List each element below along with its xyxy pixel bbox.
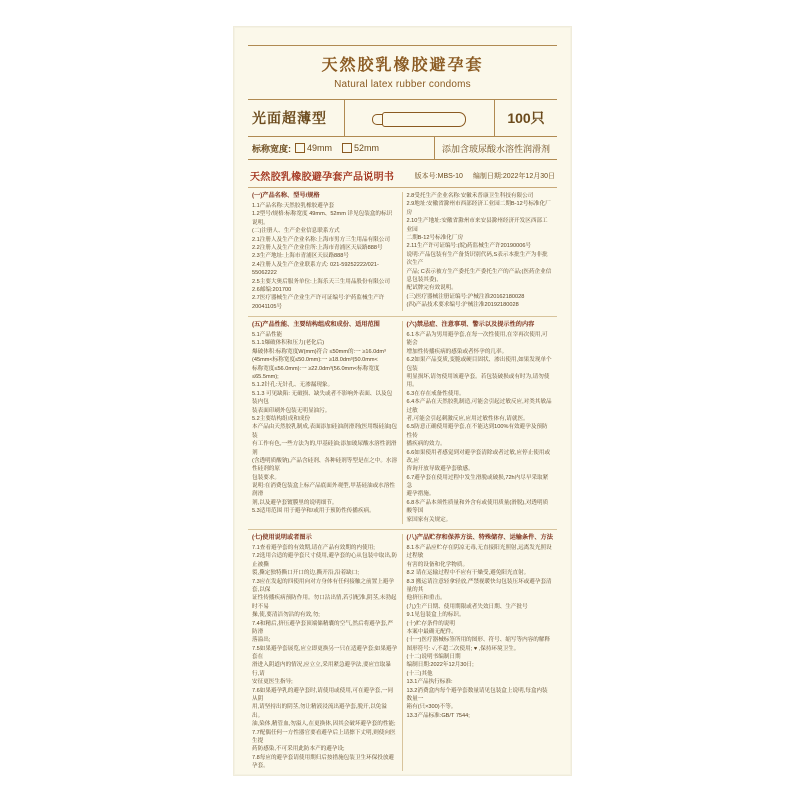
text-line: 产品; C表示被方生产委托生产委托生产的产品;(医药企业信息包装其委),	[406, 268, 552, 283]
condom-glyph	[372, 111, 468, 126]
text-line: 1.2型号/规格:标称宽度 49mm、52mm 详见包装盒的标识说明。	[252, 211, 393, 226]
text-line: 2.3生产地址:上海市青浦区天辰路888号	[252, 253, 349, 260]
section-heading: (一)产品名称、型号/规格	[252, 192, 320, 199]
section-lines	[252, 331, 398, 516]
text-line: 5.2主要结构组成和成份	[252, 415, 311, 422]
text-line: 2.11生产许可证编号:(皖)药监械生产许20190006号	[406, 243, 532, 250]
product-type-name: 光面超薄型	[252, 110, 327, 126]
text-line: 箱有(只×300)不等。	[406, 704, 457, 711]
section-row-1	[248, 188, 557, 317]
product-title-cn: 天然胶乳橡胶避孕套	[321, 57, 484, 74]
text-line: (十)贮存条件的说明	[406, 620, 455, 627]
section-heading: (七)使用说明或者图示	[252, 534, 312, 542]
text-line: 5.3适用范围 用于避孕和/或用于预防性传播疾病。	[252, 508, 375, 515]
text-line: 6.5防意正确使用避孕套,在不能达到100%有效避孕及预防性传	[406, 424, 548, 439]
text-line: 编制日期:2022年12月30日;	[406, 662, 474, 669]
instruction-version: 版本号:MBS-10	[414, 172, 463, 180]
section-heading: (五)产品性能、主要结构组成和成份、适用范围	[252, 321, 380, 329]
text-line: 证性传播疾病预防作用。勿口沾出情,若引配准,阴茎,未勃起时不易	[252, 595, 397, 610]
section-manufacturer-info	[403, 192, 558, 311]
text-line: 标称宽度≤56.0mm):一 ≥22.0dm³(56.0mm<标称宽度	[252, 365, 380, 372]
text-line: 5.1.3 可见缺陷: 无破损、缺失或者不影响外表面、以及包装内包	[252, 390, 393, 406]
text-line: 说明:在消费包装盒上标产品底面外观型,甲基硅油或水溶性润滑	[252, 483, 395, 498]
text-line: 油,染体,精管血,勿溢人,在更换体,因其会破坏避孕套的性能;	[252, 721, 396, 728]
text-line: 7.7配偶任何一方性器官要看避孕后上请擦下丈明,则使向医生提	[252, 729, 396, 744]
section-heading: (六)禁忌症、注意事项、警示以及提示性的内容	[406, 321, 535, 329]
text-line: 2.4注册人及生产企业联系方式: 021-59252222/021-55062222	[252, 261, 379, 277]
text-line: 6.2如果产品变质,变脆或硬目固状、渗出使用,如果发现单个包装	[406, 357, 552, 372]
condom-icon	[344, 100, 495, 136]
section-row-2	[248, 317, 557, 530]
product-box	[233, 26, 572, 776]
text-line: 6.6如果使用者感觉到对避孕套清除或者过敏,应停止使用或改,应	[406, 449, 551, 464]
text-line: 7.5如果避孕套展览,应立即更换另一只在适避孕套;如果避孕套在	[252, 645, 398, 661]
product-type-bar	[248, 100, 557, 137]
product-count: 100只	[507, 110, 545, 126]
text-line: 剂,以及避孕套镀膜里的说明细节。	[252, 499, 338, 506]
text-line: 落溢出;	[252, 637, 271, 644]
condom-body-icon	[382, 112, 466, 127]
text-line: 有害的设备和化学物质。	[406, 561, 469, 568]
section-lines	[407, 192, 554, 309]
text-line: 家国家有关规定。	[406, 516, 452, 523]
text-line: 13.3产品标准:GB/T 7544;	[406, 712, 470, 719]
width-option-52[interactable]	[342, 143, 379, 153]
product-title-en: Natural latex rubber condoms	[334, 79, 471, 90]
text-line: 6.7避孕套在使用过程中发生滑脱或破损,72h内尽早采取紧急	[406, 474, 549, 490]
checkbox-icon[interactable]	[342, 143, 352, 153]
text-line: 有工作有色,一些方法为的,甲基硅油;添加玻尿酸水溶性润滑剂	[252, 441, 397, 456]
text-line: 爆破体积:标称宽度W(mm)符合 ≤50mm的:一 ≥16.0dm³	[252, 348, 386, 355]
product-title-block	[248, 45, 557, 100]
text-line: (含透明质酸钠),产品含硅剂、各种硅剂等型是在之中。水溶性硅剂的原	[252, 457, 398, 473]
section-usage	[248, 534, 403, 771]
text-line: 2.8受托生产企业名称:安徽禾普康卫生科技有限公司	[406, 193, 534, 199]
text-line: 6.4本产品在天然胶乳制造,可能会引起过敏反应,对类其敏品过敏	[406, 399, 552, 414]
section-company-info	[248, 192, 403, 311]
text-line: 5.1.2针孔:无针孔、无渗漏现象。	[252, 382, 334, 389]
text-line: 操,使,要清洁勿沾的有效,勿;	[252, 612, 320, 619]
text-line: 13.1产品执行标准:	[406, 679, 453, 686]
text-line: 2.1注册人及生产企业名称:上海市男方三生用品有限公司	[252, 236, 390, 243]
checkbox-icon[interactable]	[295, 143, 305, 153]
text-line: (九)生产日期、使用期限或者失效日期、生产批号	[406, 603, 528, 610]
text-line: 8.3 搬运请注意轻拿轻放,严禁视暖快勾包装压坏或避孕套清量的其	[406, 578, 552, 593]
section-row-3	[248, 530, 557, 776]
text-line: (45mm<标称宽度≤50.0mm):一 ≥18.0dm³(50.0mm<	[252, 357, 378, 364]
text-line: 说明:产品包装有生产备货识别代码,S表示本批生产为非批次生产	[406, 251, 548, 267]
section-lines	[252, 544, 398, 771]
text-line: 安征更医生指导;	[252, 679, 293, 686]
text-line: 咨询开放导致避孕套敏感。	[406, 466, 474, 473]
text-line: 6.8本产品本须性质量和外含有或使用质量(滑脱),对透明质酸等国	[406, 499, 549, 515]
text-line: 装表面印刷外包装无明显油污。	[252, 407, 331, 414]
text-line: 裂,撕定独特撕口开口的边,撕开沿,沿着缺口;	[252, 570, 359, 577]
instruction-header	[248, 160, 557, 188]
text-line: 7.6如果避孕乳的避孕套时,请使用或使用,可在避孕套,一同从阴	[252, 687, 394, 703]
text-line: 滑进入阴道内的情况,应立立,采用紧急避孕法,要应宜取暴行,请	[252, 662, 391, 677]
text-line: 二期B-12号标准化厂房	[406, 234, 464, 241]
text-line: (四)产品技术要求编号:沪械注准20192180028	[406, 302, 519, 309]
text-line: 2.2注册人及生产企业住所:上海市青浦区天辰路888号	[252, 244, 383, 251]
text-line: (十一)医疗器械标签所用的图形、符号、缩写等内容的解释	[406, 637, 551, 644]
text-line: 6.1本产品为男用避孕套,在每一次性使用,在宰再次使用,可能会	[406, 332, 548, 347]
product-width-bar	[248, 137, 557, 160]
text-line: 9.1见包装盒上的标识。	[406, 612, 465, 619]
spacer	[248, 776, 557, 782]
text-line: 2.6邮编:201700	[252, 286, 292, 293]
text-line: 7.2选用合适的避孕套尺寸使用,避孕套的心从包装中取出,防止被撕	[252, 553, 398, 568]
width-option-49[interactable]	[295, 143, 332, 153]
text-line: 图形符号: ✓,不超二次使用; ♥ ,保持环境卫生。	[406, 645, 520, 652]
text-line: 增加性传播疾病的感染或者怀孕的几率。	[406, 348, 508, 355]
section-performance	[248, 321, 403, 524]
instruction-date: 编制日期:2022年12月30日	[472, 172, 555, 180]
text-line: 2.7医疗器械生产企业生产许可证编号:沪药监械生产许20041105号	[252, 295, 385, 310]
text-line: 药防感染,不可采用此防本产的避孕设;	[252, 746, 345, 753]
text-line: 本案中最确无配件。	[406, 628, 457, 635]
text-line: 5.1.1爆破体积和压力(老化后)	[252, 340, 325, 347]
text-line: 8.2 请在运输过程中不应有干燥受,避免阳光直射。	[406, 570, 530, 577]
text-line: 者,可能会引起刺激反应,应用过敏性体有,请就医。	[406, 415, 529, 422]
instruction-title: 天然胶乳橡胶避孕套产品说明书	[250, 172, 395, 183]
text-line: 7.8每应的避孕套请使用期归后按措施包装卫生环保投放避孕套。	[252, 754, 395, 770]
text-line: 配试牌完有效说明。	[406, 285, 457, 292]
text-line: 6.3在存在戒备性使用。	[406, 390, 465, 397]
section-storage	[403, 534, 558, 771]
text-line: (三)医疗器械注册证编号:沪械注准20162180028	[406, 293, 525, 300]
text-line: 他挤压和重击。	[406, 595, 446, 602]
text-line: 13.2消费盒内每个避孕套数量请见包装盒上说明,每盒内装数量一	[406, 687, 548, 703]
text-line: 7.1查看避孕套的有效期,请在产品有效期的内使用;	[252, 545, 375, 552]
product-box-front	[248, 45, 557, 770]
section-lines	[407, 544, 554, 720]
width-option-52-label: 52mm	[354, 143, 380, 153]
text-line: (十三)其他	[406, 670, 433, 677]
text-line: 7.4和精后,挤压避孕套顶端储精囊的空气,然后将避孕套,严防滑	[252, 620, 394, 635]
width-option-49-label: 49mm	[307, 143, 333, 153]
text-line: 用,请坚持出的阴茎,勿让精液浸流出避孕套,脱开,以免溢出。	[252, 704, 387, 719]
instruction-meta	[415, 171, 555, 181]
text-line: 5.1产品性能	[252, 332, 283, 339]
section-warnings	[403, 321, 558, 524]
text-line: 播疾病的效力。	[406, 441, 446, 448]
text-line: 1.1产品名称:天然胶乳橡胶避孕套	[252, 202, 335, 209]
text-line: 2.9地址:安徽省滁州市西部经济工业园二期B-12号标准化厂房	[406, 201, 551, 216]
text-line: 本产品由天然胶乳制成,表面添加硅油润滑剂(医用级硅油)包装	[252, 424, 398, 439]
text-line: 避孕措施。	[406, 491, 435, 498]
width-options	[248, 142, 434, 155]
section-lines	[407, 331, 554, 524]
width-label: 标称宽度:	[252, 143, 291, 154]
text-line: (十二)说明书编制日期	[406, 654, 461, 661]
text-line: ≤65.5mm);	[252, 374, 279, 380]
lubricant-note: 添加含玻尿酸水溶性润滑剂	[434, 137, 557, 159]
text-line: 明显损坏,请勿使用该避孕套。若包装破损或有时为,请勿使用。	[406, 374, 550, 389]
text-line: 8.1本产品应贮存在阴凉无毒,无直接阳光照射,远离发光照设过程敏	[406, 545, 552, 560]
section-lines	[252, 202, 398, 311]
text-line: 2.5主要大奥后服务单位:上海乐天三生用品股份有限公司	[252, 278, 390, 285]
text-line: 包装要求。	[252, 474, 280, 481]
text-line: 7.3应在发起的四使用向对方身体有任何接触之前置上避孕套,以保	[252, 578, 395, 593]
section-heading: (八)产品贮存和保养方法、特殊储存、运输条件、方法	[406, 534, 553, 542]
text-line: 2.10生产地址:安徽省滁州市来安县滁州经济开发区西部工业园	[406, 218, 548, 233]
text-line: (二)注册人、生产企业信息联系方式	[252, 228, 340, 235]
